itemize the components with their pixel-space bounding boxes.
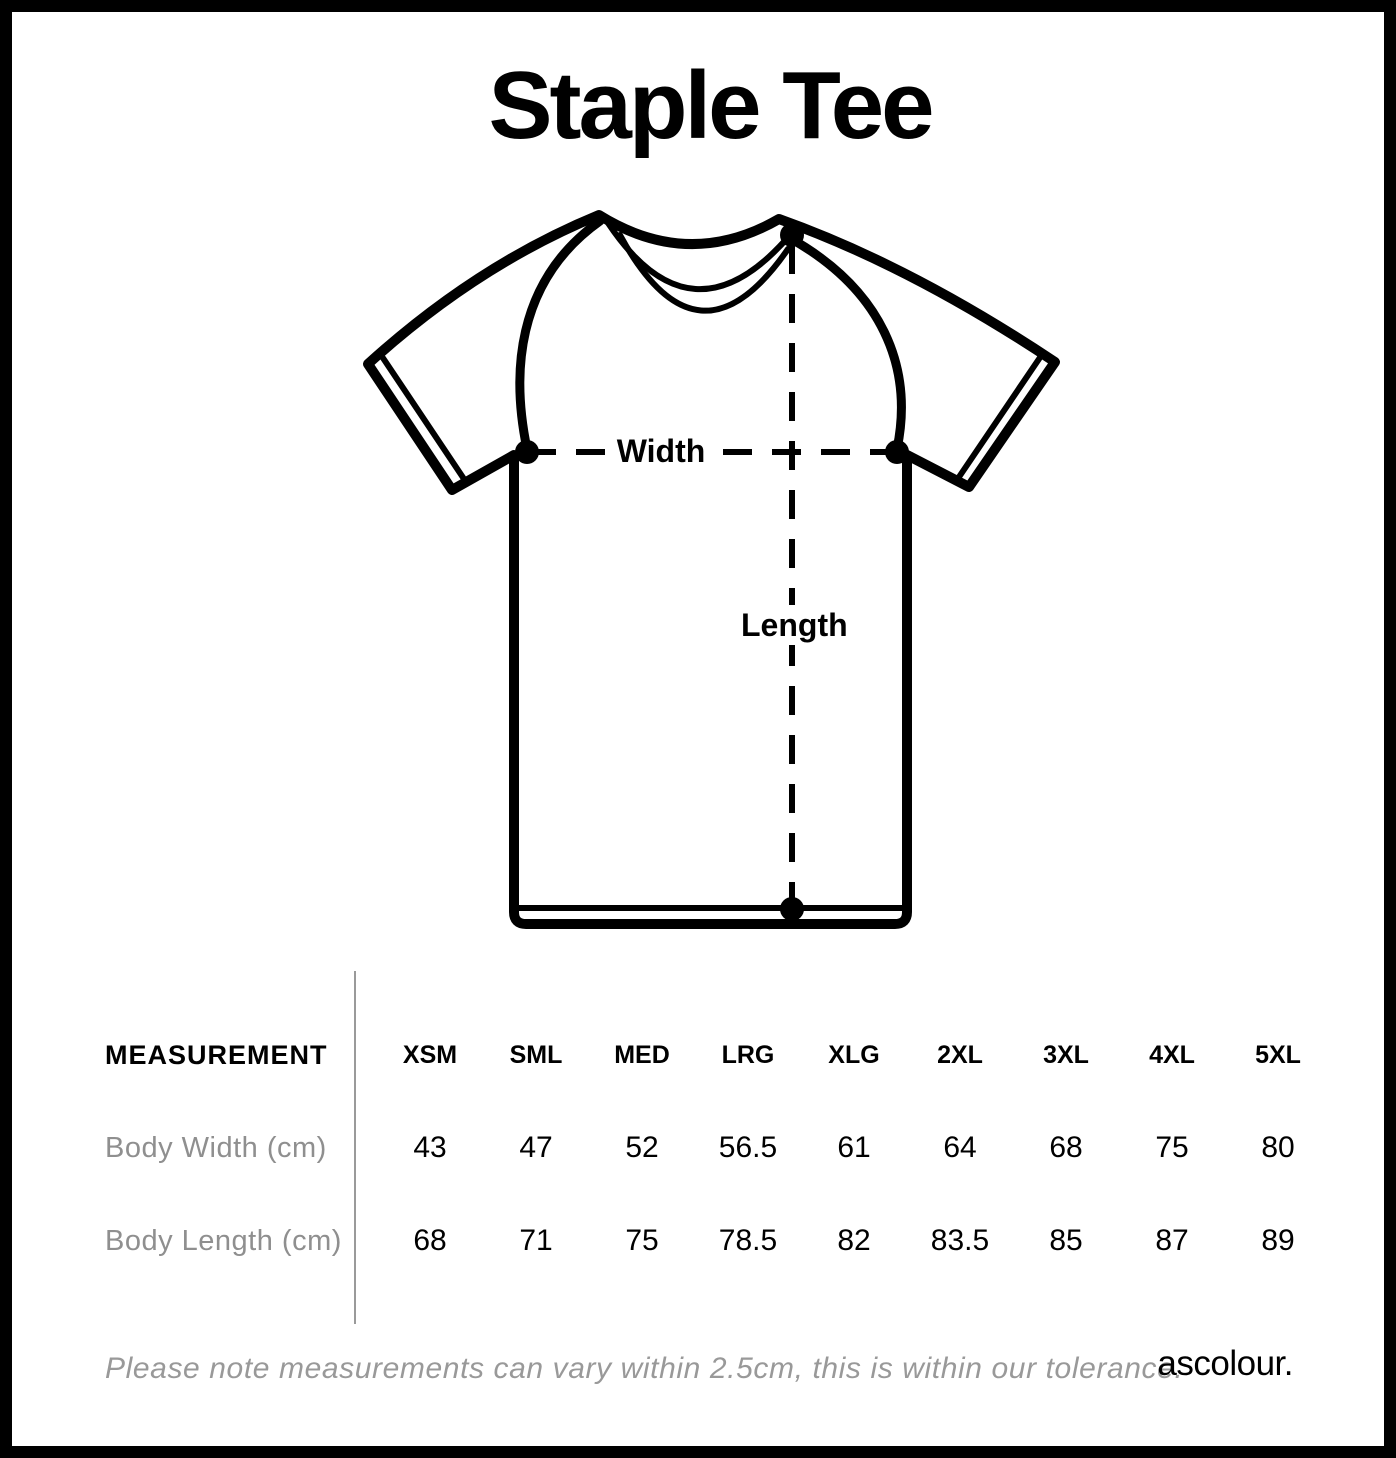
shoulder-point-dot — [780, 223, 804, 247]
row-label-body-width: Body Width (cm) — [105, 1132, 327, 1164]
size-value-cell: 83.5 — [930, 1224, 990, 1257]
size-value-cell: 85 — [1049, 1224, 1083, 1257]
page-title: Staple Tee — [488, 52, 932, 159]
body-width-row — [12, 1131, 1396, 1171]
size-value-cell: 78.5 — [718, 1224, 778, 1257]
size-value-cell: 64 — [943, 1131, 977, 1164]
size-value-cell: 87 — [1155, 1224, 1189, 1257]
tshirt-diagram — [342, 197, 1082, 937]
armpit-dot-left — [515, 440, 539, 464]
size-column-header: 4XL — [1149, 1041, 1195, 1069]
size-table-header-row — [12, 1038, 1396, 1078]
size-column-header: XSM — [402, 1041, 458, 1069]
size-value-cell: 82 — [837, 1224, 871, 1257]
size-value-cell: 75 — [625, 1224, 659, 1257]
size-value-cell: 80 — [1261, 1131, 1295, 1164]
row-label-body-length: Body Length (cm) — [105, 1225, 342, 1257]
size-column-header: SML — [509, 1041, 563, 1069]
brand-logo: ascolour. — [1157, 1344, 1293, 1383]
size-value-cell: 52 — [625, 1131, 659, 1164]
size-value-cell: 56.5 — [718, 1131, 778, 1164]
shirt-silhouette — [368, 215, 1055, 924]
size-value-cell: 71 — [519, 1224, 553, 1257]
size-value-cell: 61 — [837, 1131, 871, 1164]
measurement-header: MEASUREMENT — [105, 1040, 328, 1070]
size-value-cell: 75 — [1155, 1131, 1189, 1164]
size-value-cell: 89 — [1261, 1224, 1295, 1257]
tolerance-note: Please note measurements can vary within 2.5cm, this is within our tolerance. — [105, 1352, 1184, 1385]
length-measure-label: Length — [741, 607, 848, 643]
size-column-header: XLG — [828, 1041, 880, 1069]
size-column-header: 5XL — [1255, 1041, 1301, 1069]
width-measure-label: Width — [609, 432, 713, 470]
hem-point-dot — [780, 897, 804, 921]
armpit-dot-right — [885, 440, 909, 464]
body-length-row — [12, 1224, 1396, 1264]
size-value-cell: 43 — [413, 1131, 447, 1164]
size-column-header: LRG — [721, 1041, 775, 1069]
size-column-header: 3XL — [1043, 1041, 1089, 1069]
size-value-cell: 47 — [519, 1131, 553, 1164]
tshirt-outline-svg — [342, 197, 1082, 937]
size-column-header: 2XL — [937, 1041, 983, 1069]
size-value-cell: 68 — [413, 1224, 447, 1257]
size-value-cell: 68 — [1049, 1131, 1083, 1164]
size-column-header: MED — [614, 1041, 670, 1069]
